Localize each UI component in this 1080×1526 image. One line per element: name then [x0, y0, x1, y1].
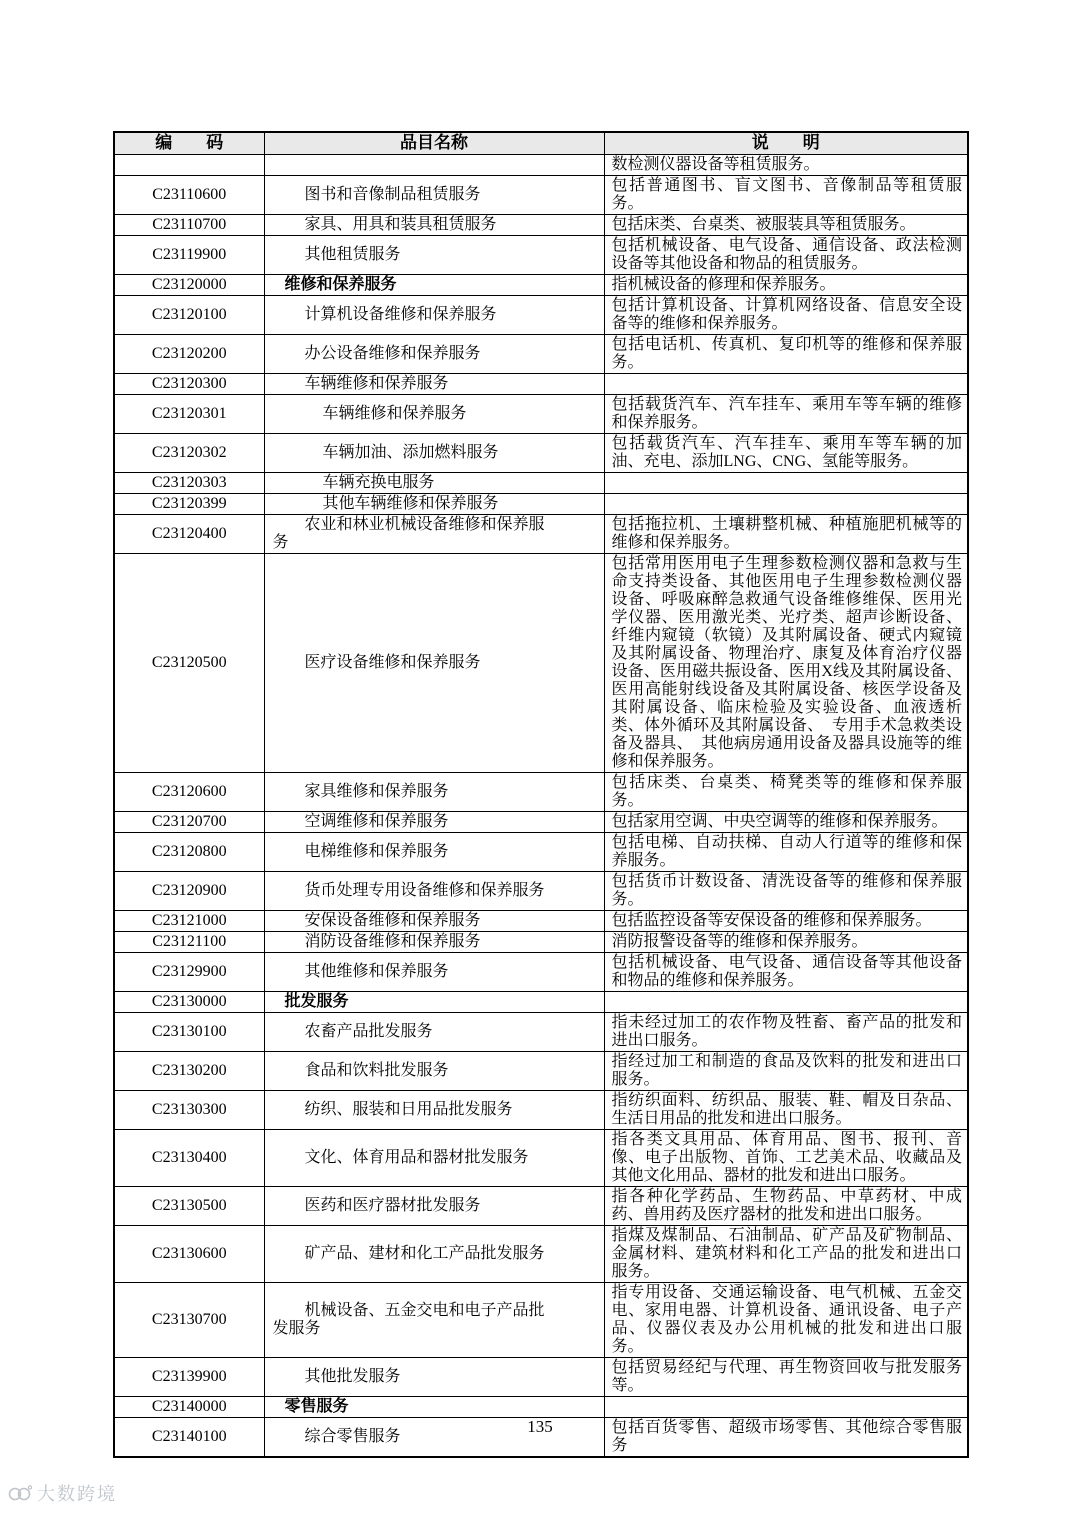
table-row: [114, 1357, 968, 1396]
cell-code: C23121100: [114, 931, 264, 952]
cell-description: [604, 472, 968, 493]
table-row: [114, 1090, 968, 1129]
cell-code: C23110600: [114, 175, 264, 214]
cell-description: 包括床类、台桌类、椅凳类等的维修和保养服务。: [604, 772, 968, 811]
cell-code: C23139900: [114, 1357, 264, 1396]
cell-name: 办公设备维修和保养服务: [264, 334, 604, 373]
cell-name: 图书和音像制品租赁服务: [264, 175, 604, 214]
cell-description: 指未经过加工的农作物及牲畜、畜产品的批发和进出口服务。: [604, 1012, 968, 1051]
cell-name: 电梯维修和保养服务: [264, 832, 604, 871]
cell-name: 医疗设备维修和保养服务: [264, 553, 604, 772]
cell-code: C23120303: [114, 472, 264, 493]
cell-code: C23120300: [114, 373, 264, 394]
cell-description: [604, 991, 968, 1012]
table-row: [114, 373, 968, 394]
cell-description: 指煤及煤制品、石油制品、矿产品及矿物制品、金属材料、建筑材料和化工产品的批发和进出口服务。: [604, 1225, 968, 1282]
cell-name: 空调维修和保养服务: [264, 811, 604, 832]
table-row: [114, 811, 968, 832]
cell-description: 包括电梯、自动扶梯、自动人行道等的维修和保养服务。: [604, 832, 968, 871]
cell-description: 包括货币计数设备、清洗设备等的维修和保养服务。: [604, 871, 968, 910]
cell-name: 矿产品、建材和化工产品批发服务: [264, 1225, 604, 1282]
cell-description: 指机械设备的修理和保养服务。: [604, 274, 968, 295]
watermark: [8, 1480, 117, 1506]
table-row: [114, 910, 968, 931]
table-row: [114, 772, 968, 811]
cell-description: 指各种化学药品、生物药品、中草药材、中成药、兽用药及医疗器材的批发和进出口服务。: [604, 1186, 968, 1225]
cell-code: C23130600: [114, 1225, 264, 1282]
table-row: [114, 991, 968, 1012]
cell-code: C23120399: [114, 493, 264, 514]
table-header-row: [114, 132, 968, 154]
table-row: [114, 931, 968, 952]
table-row: [114, 334, 968, 373]
cell-name: 其他租赁服务: [264, 235, 604, 274]
cell-code: C23129900: [114, 952, 264, 991]
cell-name: 家具维修和保养服务: [264, 772, 604, 811]
table-row: [114, 832, 968, 871]
cell-code: C23120000: [114, 274, 264, 295]
cell-name: 车辆维修和保养服务: [264, 373, 604, 394]
cell-description: 包括监控设备等安保设备的维修和保养服务。: [604, 910, 968, 931]
cell-description: 包括家用空调、中央空调等的维修和保养服务。: [604, 811, 968, 832]
cell-description: 指纺织面料、纺织品、服装、鞋、帽及日杂品、生活日用品的批发和进出口服务。: [604, 1090, 968, 1129]
cell-description: 消防报警设备等的维修和保养服务。: [604, 931, 968, 952]
cell-description: 包括机械设备、电气设备、通信设备、政法检测设备等其他设备和物品的租赁服务。: [604, 235, 968, 274]
cell-description: 数检测仪器设备等租赁服务。: [604, 154, 968, 175]
cell-description: 包括贸易经纪与代理、再生物资回收与批发服务等。: [604, 1357, 968, 1396]
cell-code: C23120600: [114, 772, 264, 811]
cell-name: 机械设备、五金交电和电子产品批发服务: [264, 1282, 604, 1357]
table-row: [114, 295, 968, 334]
cell-name: 计算机设备维修和保养服务: [264, 295, 604, 334]
cell-name: 家具、用具和装具租赁服务: [264, 214, 604, 235]
cell-code: C23130300: [114, 1090, 264, 1129]
cell-description: 包括普通图书、盲文图书、音像制品等租赁服务。: [604, 175, 968, 214]
table-row: [114, 514, 968, 553]
cell-code: C23130400: [114, 1129, 264, 1186]
table-row: [114, 1396, 968, 1417]
cell-code: C23120800: [114, 832, 264, 871]
cell-description: 指经过加工和制造的食品及饮料的批发和进出口服务。: [604, 1051, 968, 1090]
cell-code: [114, 154, 264, 175]
cell-description: 包括床类、台桌类、被服装具等租赁服务。: [604, 214, 968, 235]
table-row: [114, 274, 968, 295]
table-row: [114, 1129, 968, 1186]
watermark-logo-icon: [8, 1484, 32, 1502]
cell-name: 纺织、服装和日用品批发服务: [264, 1090, 604, 1129]
table-row: [114, 214, 968, 235]
cell-name: 食品和饮料批发服务: [264, 1051, 604, 1090]
table-row: [114, 433, 968, 472]
watermark-text: 大数跨境: [37, 1484, 117, 1504]
cell-description: [604, 493, 968, 514]
table-row: [114, 154, 968, 175]
cell-description: 包括载货汽车、汽车挂车、乘用车等车辆的维修和保养服务。: [604, 394, 968, 433]
cell-code: C23120302: [114, 433, 264, 472]
table-row: [114, 1282, 968, 1357]
cell-description: 包括机械设备、电气设备、通信设备等其他设备和物品的维修和保养服务。: [604, 952, 968, 991]
header-name: 品目名称: [264, 132, 604, 154]
table-row: [114, 1051, 968, 1090]
cell-code: C23120400: [114, 514, 264, 553]
cell-description: 包括百货零售、超级市场零售、其他综合零售服务: [604, 1417, 968, 1457]
cell-name: 零售服务: [264, 1396, 604, 1417]
cell-name: 车辆维修和保养服务: [264, 394, 604, 433]
header-code: 编 码: [114, 132, 264, 154]
cell-name: 批发服务: [264, 991, 604, 1012]
cell-code: C23120301: [114, 394, 264, 433]
table-row: [114, 553, 968, 772]
cell-name: 文化、体育用品和器材批发服务: [264, 1129, 604, 1186]
cell-code: C23130700: [114, 1282, 264, 1357]
table-row: [114, 1225, 968, 1282]
cell-description: [604, 373, 968, 394]
cell-name: 其他批发服务: [264, 1357, 604, 1396]
table-row: [114, 235, 968, 274]
cell-description: 包括计算机设备、计算机网络设备、信息安全设备等的维修和保养服务。: [604, 295, 968, 334]
cell-name: 农业和林业机械设备维修和保养服务: [264, 514, 604, 553]
cell-name: 货币处理专用设备维修和保养服务: [264, 871, 604, 910]
table-row: [114, 871, 968, 910]
table-row: [114, 1186, 968, 1225]
table-row: [114, 394, 968, 433]
classification-table: [113, 131, 969, 1458]
cell-description: [604, 1396, 968, 1417]
cell-name: 医药和医疗器材批发服务: [264, 1186, 604, 1225]
cell-description: 指专用设备、交通运输设备、电气机械、五金交电、家用电器、计算机设备、通讯设备、电子产品、仪器仪表及办公用机械的批发和进出口服务。: [604, 1282, 968, 1357]
cell-name: 综合零售服务: [264, 1417, 604, 1457]
table-row: [114, 472, 968, 493]
table-row: [114, 175, 968, 214]
cell-description: 包括电话机、传真机、复印机等的维修和保养服务。: [604, 334, 968, 373]
cell-code: C23130500: [114, 1186, 264, 1225]
cell-name: 消防设备维修和保养服务: [264, 931, 604, 952]
cell-name: 其他车辆维修和保养服务: [264, 493, 604, 514]
cell-code: C23110700: [114, 214, 264, 235]
cell-code: C23120900: [114, 871, 264, 910]
cell-name: 其他维修和保养服务: [264, 952, 604, 991]
cell-name: 车辆充换电服务: [264, 472, 604, 493]
cell-code: C23120700: [114, 811, 264, 832]
cell-name: 安保设备维修和保养服务: [264, 910, 604, 931]
page-number: 135: [527, 1417, 553, 1436]
cell-name: [264, 154, 604, 175]
cell-name: 农畜产品批发服务: [264, 1012, 604, 1051]
cell-code: C23140100: [114, 1417, 264, 1457]
table-row: [114, 493, 968, 514]
table-row: [114, 1012, 968, 1051]
cell-code: C23121000: [114, 910, 264, 931]
cell-name: 车辆加油、添加燃料服务: [264, 433, 604, 472]
cell-description: 包括载货汽车、汽车挂车、乘用车等车辆的加油、充电、添加LNG、CNG、氢能等服务。: [604, 433, 968, 472]
cell-code: C23130200: [114, 1051, 264, 1090]
cell-code: C23130000: [114, 991, 264, 1012]
table-row: [114, 952, 968, 991]
cell-code: C23119900: [114, 235, 264, 274]
cell-description: 包括拖拉机、土壤耕整机械、种植施肥机械等的维修和保养服务。: [604, 514, 968, 553]
cell-code: C23140000: [114, 1396, 264, 1417]
cell-code: C23130100: [114, 1012, 264, 1051]
cell-description: 指各类文具用品、体育用品、图书、报刊、音像、电子出版物、首饰、工艺美术品、收藏品及其他文化用品、器材的批发和进出口服务。: [604, 1129, 968, 1186]
cell-code: C23120500: [114, 553, 264, 772]
cell-code: C23120100: [114, 295, 264, 334]
header-description: 说 明: [604, 132, 968, 154]
cell-name: 维修和保养服务: [264, 274, 604, 295]
cell-code: C23120200: [114, 334, 264, 373]
table-body: [114, 154, 968, 1457]
cell-description: 包括常用医用电子生理参数检测仪器和急救与生命支持类设备、其他医用电子生理参数检测仪器设备、呼吸麻醉急救通气设备维修维保、医用光学仪器、医用激光类、光疗类、超声诊断设备、纤维内窥镜（软镜）及其附属设备、硬式内窥镜及其附属设备、物理治疗、康复及体育治疗仪器设备、医用磁共振设备、医用X线及其附属设备、医用高能射线设备及其附属设备、核医学设备及其附属设备、临床检验及实验设备、血液透析类、体外循环及其附属设备、 专用手术急救类设备及器具、 其他病房通用设备及器具设施等的维修和保养服务。: [604, 553, 968, 772]
